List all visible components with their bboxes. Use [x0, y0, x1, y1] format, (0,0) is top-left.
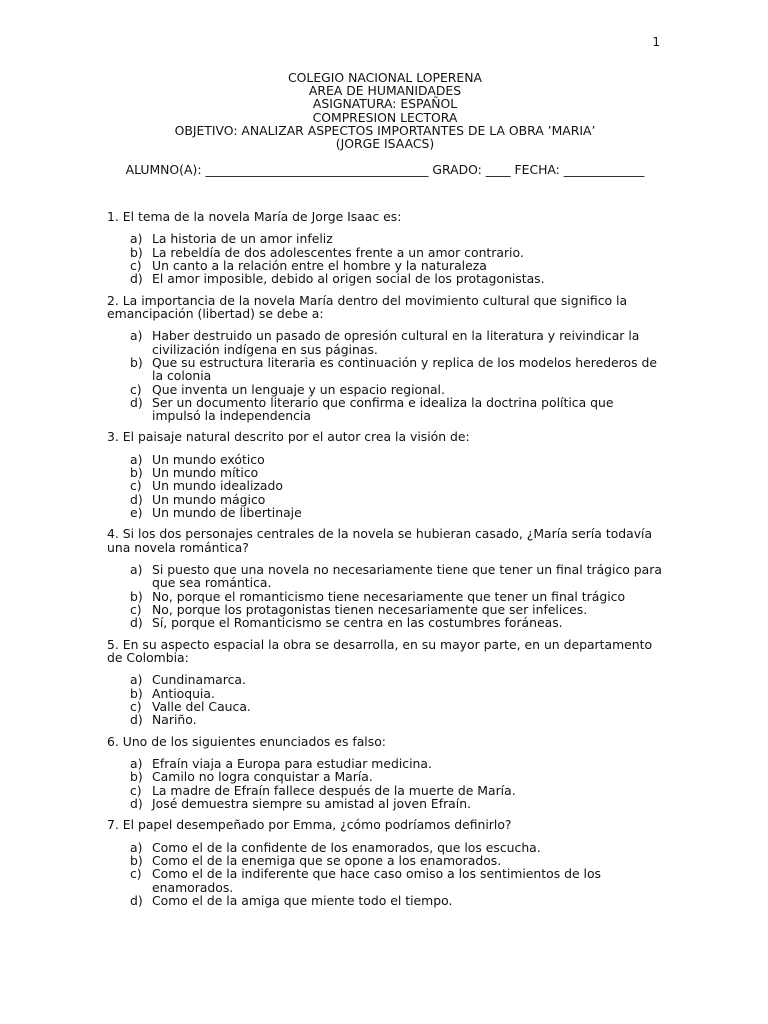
option-text: Un mundo mítico: [152, 465, 259, 481]
question-text: 4. Si los dos personajes centrales de la novela se hubieran casado, ¿María sería todavía una novela romántica?: [107, 526, 653, 555]
area-name: AREA DE HUMANIDADES: [308, 83, 462, 99]
option-letter: a): [130, 756, 143, 772]
answer-option: [130, 713, 662, 726]
question-text: 2. La importancia de la novela María dentro del movimiento cultural que significo la emancipación (libertad) se debe a:: [107, 292, 628, 321]
option-letter: d): [130, 394, 143, 410]
option-text: No, porque el romanticismo tiene necesariamente que tener un final trágico: [152, 588, 626, 604]
answer-option: [130, 246, 662, 259]
option-text: Nariño.: [152, 712, 197, 728]
option-text: Que su estructura literaria es continuación y replica de los modelos herederos de la colonia: [152, 355, 657, 384]
option-letter: a): [130, 562, 143, 578]
question-text: 5. En su aspecto espacial la obra se desarrolla, en su mayor parte, en un departamento de Colombia:: [107, 636, 653, 666]
subject-name: ASIGNATURA: ESPAÑOL: [312, 96, 458, 112]
option-letter: c): [130, 866, 142, 882]
option-text: Un canto a la relación entre el hombre y la naturaleza: [152, 258, 487, 273]
option-letter: c): [130, 478, 142, 494]
option-letter: a): [130, 451, 143, 467]
option-letter: c): [130, 258, 142, 273]
document-header: [100, 71, 670, 150]
option-text: José demuestra siempre su amistad al joven Efraín.: [152, 795, 471, 811]
question-7: [107, 818, 662, 907]
question-text: 6. Uno de los siguientes enunciados es falso:: [107, 733, 386, 749]
option-letter: e): [130, 505, 143, 521]
option-letter: b): [130, 852, 143, 868]
page-number: 1: [652, 35, 660, 49]
option-text: Como el de la indiferente que hace caso omiso a los sentimientos de los enamorados.: [152, 866, 601, 895]
answer-options: [107, 232, 662, 285]
option-text: No, porque los protagonistas tienen necesariamente que ser infelices.: [152, 602, 588, 618]
option-letter: d): [130, 491, 143, 507]
option-text: Como el de la amiga que miente todo el tiempo.: [152, 892, 453, 908]
option-letter: c): [130, 699, 142, 715]
option-letter: b): [130, 355, 143, 370]
option-letter: d): [130, 271, 143, 287]
answer-option: [130, 867, 662, 894]
option-letter: b): [130, 465, 143, 481]
answer-option: [130, 784, 662, 797]
question-5: [107, 638, 662, 727]
objective-text: OBJETIVO: ANALIZAR ASPECTOS IMPORTANTES DE LA OBRA ’MARIA’: [174, 122, 596, 138]
author-text: (JORGE ISAACS): [335, 136, 435, 152]
option-letter: d): [130, 712, 143, 728]
question-6: [107, 735, 662, 811]
answer-options: [107, 757, 662, 810]
answer-option: [130, 797, 662, 810]
answer-options: [107, 563, 662, 629]
answer-option: [130, 757, 662, 770]
question-1: [107, 210, 662, 286]
option-text: Sí, porque el Romanticismo se centra en las costumbres foráneas.: [152, 615, 563, 631]
answer-option: [130, 770, 662, 783]
answer-option: [130, 894, 662, 907]
answer-option: [130, 603, 662, 616]
answer-option: [130, 479, 662, 492]
option-text: La historia de un amor infeliz: [152, 231, 333, 247]
option-letter: b): [130, 588, 143, 604]
option-letter: b): [130, 769, 143, 785]
option-letter: a): [130, 231, 143, 247]
option-letter: c): [130, 602, 142, 618]
answer-option: [130, 259, 662, 272]
answer-option: [130, 673, 662, 686]
option-text: Un mundo idealizado: [152, 478, 283, 494]
option-letter: c): [130, 782, 142, 798]
answer-option: [130, 466, 662, 479]
option-text: Si puesto que una novela no necesariamente tiene que tener un final trágico para que sea romántica.: [152, 562, 662, 591]
answer-option: [130, 383, 662, 396]
answer-option: [130, 329, 662, 356]
option-text: La madre de Efraín fallece después de la muerte de María.: [152, 782, 516, 798]
answer-option: [130, 493, 662, 506]
option-text: Camilo no logra conquistar a María.: [152, 769, 373, 785]
option-letter: b): [130, 685, 143, 701]
option-text: Que inventa un lenguaje y un espacio regional.: [152, 381, 445, 397]
option-text: Como el de la enemiga que se opone a los enamorados.: [152, 852, 502, 868]
option-letter: d): [130, 892, 143, 908]
answer-options: [107, 453, 662, 519]
option-text: Cundinamarca.: [152, 672, 246, 688]
answer-option: [130, 506, 662, 519]
option-text: Haber destruido un pasado de opresión cultural en la literatura y reivindicar la civilización indígena en sus páginas.: [152, 328, 640, 357]
question-2: [107, 294, 662, 423]
answer-option: [130, 356, 662, 383]
question-3: [107, 430, 662, 519]
option-letter: a): [130, 328, 143, 344]
answer-options: [107, 673, 662, 726]
option-text: El amor imposible, debido al origen social de los protagonistas.: [152, 271, 545, 287]
option-text: La rebeldía de dos adolescentes frente a un amor contrario.: [152, 244, 524, 260]
answer-options: [107, 841, 662, 907]
answer-option: [130, 563, 662, 590]
option-letter: a): [130, 672, 143, 688]
answer-option: [130, 453, 662, 466]
topic-name: COMPRESION LECTORA: [312, 109, 458, 125]
option-text: Un mundo de libertinaje: [152, 505, 302, 521]
option-letter: c): [130, 381, 142, 397]
question-text: 3. El paisaje natural descrito por el autor crea la visión de:: [107, 429, 470, 445]
student-info-line: ALUMNO(A): ____________________________________ GRADO: ____ FECHA: _____________: [125, 162, 645, 177]
answer-option: [130, 841, 662, 854]
answer-option: [130, 232, 662, 245]
answer-option: [130, 854, 662, 867]
questions-list: [107, 210, 662, 915]
option-text: Ser un documento literario que confirma e idealiza la doctrina política que impulsó la independencia: [152, 394, 614, 424]
answer-option: [130, 616, 662, 629]
answer-options: [107, 329, 662, 422]
answer-option: [130, 700, 662, 713]
answer-option: [130, 590, 662, 603]
question-text: 7. El papel desempeñado por Emma, ¿cómo podríamos definirlo?: [107, 817, 512, 833]
question-text: 1. El tema de la novela María de Jorge Isaac es:: [107, 209, 402, 224]
option-letter: b): [130, 244, 143, 260]
option-text: Antioquia.: [152, 685, 215, 701]
option-text: Como el de la confidente de los enamorados, que los escucha.: [152, 839, 541, 855]
question-4: [107, 527, 662, 629]
option-text: Valle del Cauca.: [152, 699, 251, 715]
answer-option: [130, 687, 662, 700]
school-name: COLEGIO NACIONAL LOPERENA: [288, 70, 482, 85]
option-letter: d): [130, 615, 143, 631]
option-text: Un mundo mágico: [152, 491, 266, 507]
option-letter: a): [130, 839, 143, 855]
option-text: Un mundo exótico: [152, 451, 265, 467]
option-letter: d): [130, 795, 143, 811]
option-text: Efraín viaja a Europa para estudiar medicina.: [152, 756, 432, 772]
answer-option: [130, 396, 662, 423]
answer-option: [130, 272, 662, 285]
